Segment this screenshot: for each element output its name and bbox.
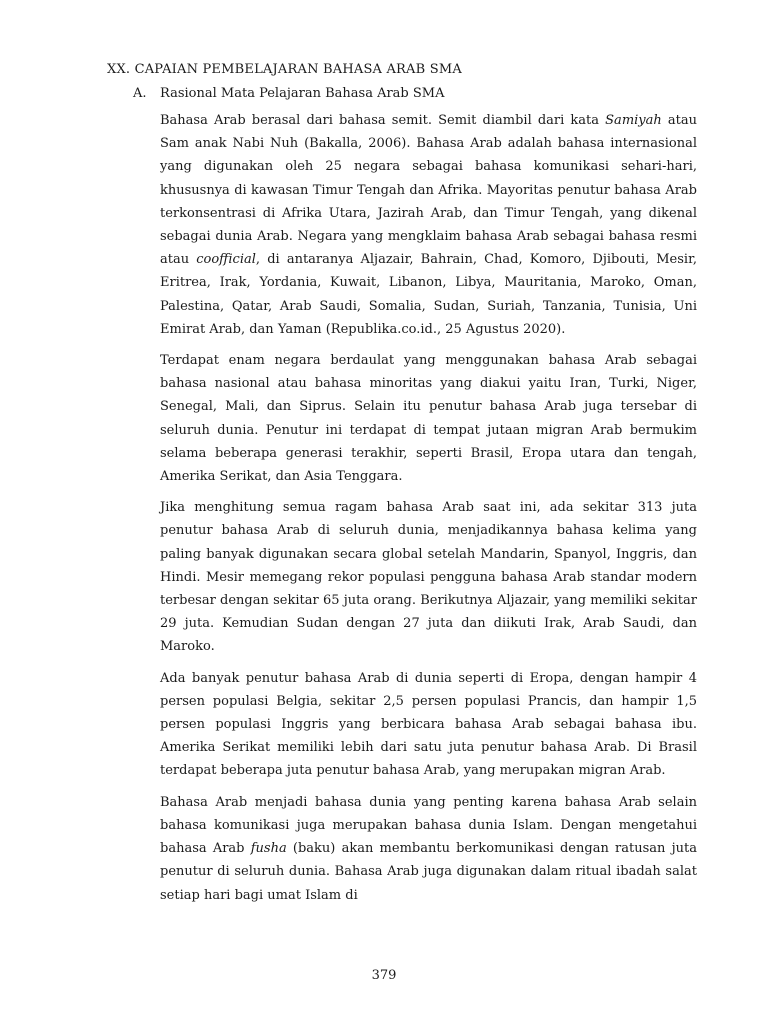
section-marker: A. (133, 86, 147, 101)
text-run: Terdapat enam negara berdaulat yang menggunakan bahasa Arab sebagai bahasa nasional atau bahasa minoritas yang diakui yaitu Iran, Turki, Niger, Senegal, Mali, dan Siprus. Selain itu penutur bahasa Arab juga tersebar di seluruh dunia. Penutur ini terdapat di tempat jutaan migran Arab bermukim selama beberapa generasi terakhir, seperti Brasil, Eropa utara dan tengah, Amerika Serikat, dan Asia Tenggara. (160, 353, 697, 485)
text-run: , di antaranya Aljazair, Bahrain, Chad, Komoro, Djibouti, Mesir, Eritrea, Irak, Yordania, Kuwait, Libanon, Libya, Mauritania, Maroko, Oman, Palestina, Qatar, Arab Saudi, Somalia, Sudan, Suriah, Tanzania, Tunisia, Uni Emirat Arab, dan Yaman (Republika.co.id., 25 Agustus 2020). (160, 252, 697, 337)
body-text (160, 109, 697, 915)
paragraph (160, 349, 697, 488)
text-run: atau Sam anak Nabi Nuh (Bakalla, 2006). Bahasa Arab adalah bahasa internasional yang digunakan oleh 25 negara sebagai bahasa komunikasi sehari-hari, khususnya di kawasan Timur Tengah dan Afrika. Mayoritas penutur bahasa Arab terkonsentrasi di Afrika Utara, Jazirah Arab, dan Timur Tengah, yang dikenal sebagai dunia Arab. Negara yang mengklaim bahasa Arab sebagai bahasa resmi atau (160, 113, 697, 268)
section-title: Rasional Mata Pelajaran Bahasa Arab SMA (160, 86, 445, 101)
section-heading (133, 86, 444, 101)
paragraph (160, 109, 697, 341)
text-run: Ada banyak penutur bahasa Arab di dunia seperti di Eropa, dengan hampir 4 persen populasi Belgia, sekitar 2,5 persen populasi Prancis, dan hampir 1,5 persen populasi Inggris yang berbicara bahasa Arab sebagai bahasa ibu. Amerika Serikat memiliki lebih dari satu juta penutur bahasa Arab. Di Brasil terdapat beberapa juta penutur bahasa Arab, yang merupakan migran Arab. (160, 670, 697, 779)
chapter-heading: XX. CAPAIAN PEMBELAJARAN BAHASA ARAB SMA (107, 62, 462, 77)
text-run: Jika menghitung semua ragam bahasa Arab saat ini, ada sekitar 313 juta penutur bahasa Arab di seluruh dunia, menjadikannya bahasa kelima yang paling banyak digunakan secara global setelah Mandarin, Spanyol, Inggris, dan Hindi. Mesir memegang rekor populasi pengguna bahasa Arab standar modern terbesar dengan sekitar 65 juta orang. Berikutnya Aljazair, yang memiliki sekitar 29 juta. Kemudian Sudan dengan 27 juta dan diikuti Irak, Arab Saudi, dan Maroko. (160, 500, 697, 655)
paragraph (160, 496, 697, 658)
paragraph (160, 667, 697, 783)
text-run: Bahasa Arab menjadi bahasa dunia yang penting karena bahasa Arab selain bahasa komunikasi juga merupakan bahasa dunia Islam. Dengan mengetahui bahasa Arab (160, 794, 697, 857)
text-run: Bahasa Arab berasal dari bahasa semit. Semit diambil dari kata (160, 113, 606, 128)
italic-term: fusha (250, 841, 287, 857)
page-number: 379 (371, 968, 397, 983)
italic-term: Samiyah (605, 113, 662, 128)
paragraph (160, 791, 697, 907)
italic-term: coofficial (196, 252, 256, 268)
text-run: (baku) akan membantu berkomunikasi dengan ratusan juta penutur di seluruh dunia. Bahasa Arab juga digunakan dalam ritual ibadah salat setiap hari bagi umat Islam di (160, 841, 697, 903)
